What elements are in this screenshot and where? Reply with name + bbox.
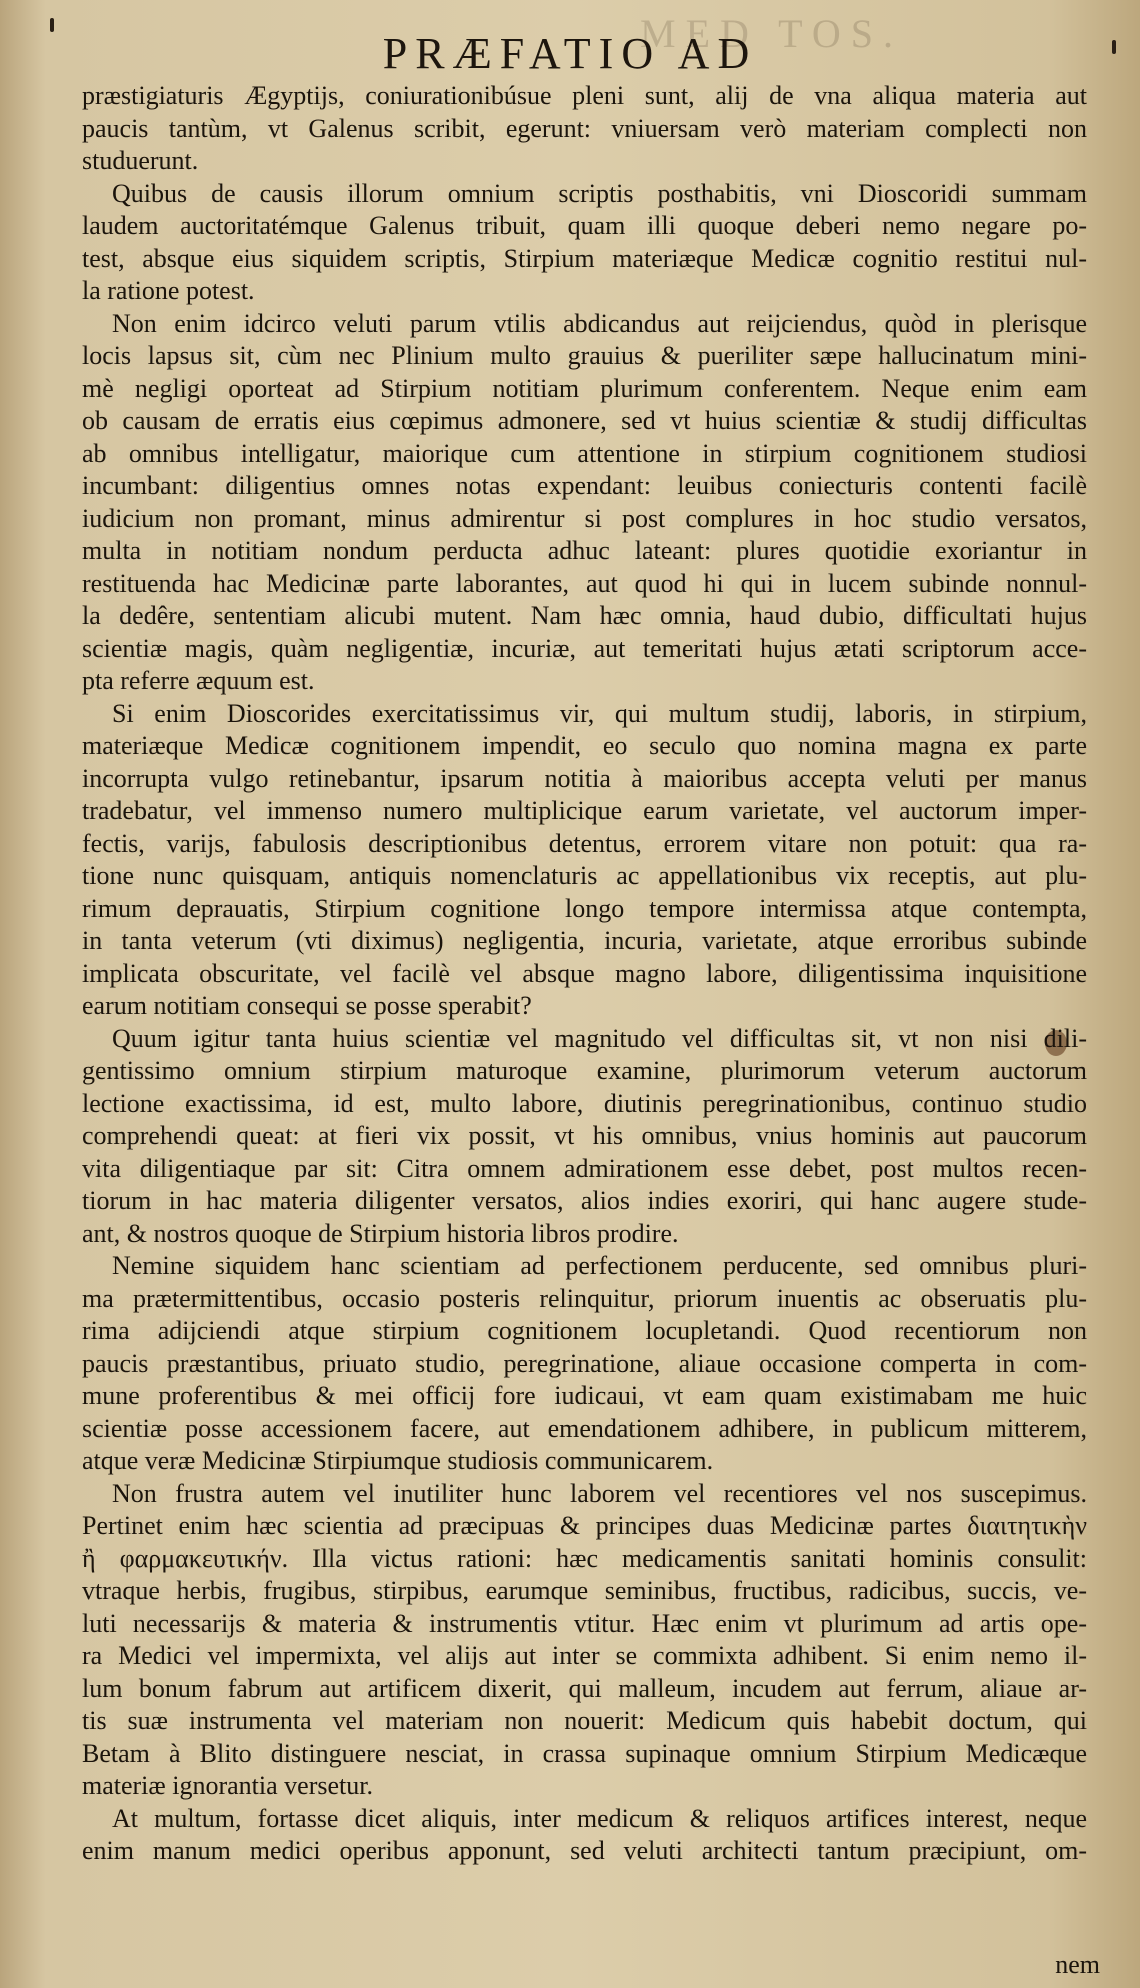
text-line: vita diligentiaque par sit: Citra omnem admirationem esse debet, post multos recen- bbox=[82, 1153, 1087, 1183]
text-line: multa in notitiam nondum perducta adhuc lateant: plures quotidie exoriantur in bbox=[82, 536, 1087, 565]
text-line: ob causam de erratis eius cœpimus admonere, sed vt huius scientiæ & studij difficultas bbox=[82, 406, 1087, 435]
body-text bbox=[82, 80, 1087, 1868]
text-line: Quum igitur tanta huius scientiæ vel magnitudo vel difficultas sit, vt non nisi dili- bbox=[112, 1023, 1087, 1053]
text-line: tis suæ instrumenta vel materiam non nouerit: Medicum quis habebit doctum, qui bbox=[82, 1706, 1087, 1735]
text-line: studuerunt. bbox=[82, 146, 199, 175]
text-line: præstigiaturis Ægyptijs, coniurationibúsue pleni sunt, alij de vna aliqua materia aut bbox=[82, 81, 1087, 110]
text-line: lectione exactissima, id est, multo labore, diutinis peregrinationibus, continuo studio bbox=[82, 1088, 1087, 1118]
text-line: incorrupta vulgo retinebantur, ipsarum notitia à maioribus accepta veluti per manus bbox=[82, 763, 1087, 793]
text-line: Betam à Blito distinguere nesciat, in crassa supinaque omnium Stirpium Medicæque bbox=[82, 1738, 1087, 1768]
text-line: paucis præstantibus, priuato studio, peregrinatione, aliaue occasione comperta in com- bbox=[82, 1348, 1087, 1378]
text-line: scientiæ magis, quàm negligentiæ, incuriæ, aut temeritati hujus ætati scriptorum acce- bbox=[82, 633, 1087, 663]
text-line: iudicium non promant, minus admirentur si post complures in hoc studio versatos, bbox=[82, 503, 1087, 533]
text-line: luti necessarijs & materia & instrumentis vtitur. Hæc enim vt plurimum ad artis ope- bbox=[82, 1608, 1087, 1638]
text-line: in tanta veterum (vti diximus) negligentia, incuria, varietate, atque erroribus subinde bbox=[82, 926, 1087, 955]
text-line: la ratione potest. bbox=[82, 276, 255, 305]
text-line: Pertinet enim hæc scientia ad præcipuas & principes duas Medicinæ partes διαιτητικὴν bbox=[82, 1511, 1087, 1540]
text-line: rima adijciendi atque stirpium cognitionem locupletandi. Quod recentiorum non bbox=[82, 1316, 1087, 1345]
text-line: la dedêre, sententiam alicubi mutent. Nam hæc omnia, haud dubio, difficultati hujus bbox=[82, 601, 1087, 630]
text-line: earum notitiam consequi se posse sperabit? bbox=[82, 991, 532, 1020]
text-line: Si enim Dioscorides exercitatissimus vir, qui multum studij, laboris, in stirpium, bbox=[112, 698, 1087, 728]
margin-mark bbox=[50, 18, 54, 32]
text-line: lum bonum fabrum aut artificem dixerit, qui malleum, incudem aut ferrum, aliaue ar- bbox=[82, 1673, 1087, 1703]
text-line: ma prætermittentibus, occasio posteris relinquitur, priorum inuentis ac obseruatis plu- bbox=[82, 1283, 1087, 1313]
text-line: enim manum medici operibus apponunt, sed veluti architecti tantum præcipiunt, om- bbox=[82, 1836, 1087, 1865]
bleed-through-text: MED TOS. bbox=[640, 11, 904, 56]
text-line: implicata obscuritate, vel facilè vel absque magno labore, diligentissima inquisitione bbox=[82, 958, 1087, 988]
text-line: atque veræ Medicinæ Stirpiumque studiosis communicarem. bbox=[82, 1446, 714, 1475]
text-line: incumbant: diligentius omnes notas expendant: leuibus coniecturis contenti facilè bbox=[82, 471, 1087, 500]
page-header: PRÆFATIO AD bbox=[382, 29, 758, 78]
catchword: nem bbox=[1055, 1950, 1100, 1979]
text-line: mè negligi oporteat ad Stirpium notitiam plurimum conferentem. Neque enim eam bbox=[82, 373, 1087, 403]
text-line: ab omnibus intelligatur, maiorique cum attentione in stirpium cognitionem studiosi bbox=[82, 438, 1087, 468]
text-line: comprehendi queat: at fieri vix possit, vt his omnibus, vnius hominis aut paucorum bbox=[82, 1121, 1087, 1150]
text-line: vtraque herbis, frugibus, stirpibus, earumque seminibus, fructibus, radicibus, succis, ve- bbox=[82, 1576, 1087, 1605]
margin-mark bbox=[1112, 40, 1116, 54]
text-line: mune proferentibus & mei officij fore iudicaui, vt eam quam existimabam me huic bbox=[82, 1381, 1087, 1410]
text-line: Non enim idcirco veluti parum vtilis abdicandus aut reijciendus, quòd in plerisque bbox=[112, 308, 1087, 338]
text-line: materiæ ignorantia versetur. bbox=[82, 1771, 373, 1800]
text-line: Quibus de causis illorum omnium scriptis posthabitis, vni Dioscoridi summam bbox=[112, 178, 1087, 208]
text-line: restituenda hac Medicinæ parte laborantes, aut quod hi qui in lucem subinde nonnul- bbox=[82, 568, 1087, 598]
text-line: locis lapsus sit, cùm nec Plinium multo grauius & pueriliter sæpe hallucinatum mini- bbox=[82, 341, 1087, 370]
text-line: At multum, fortasse dicet aliquis, inter medicum & reliquos artifices interest, neque bbox=[112, 1803, 1087, 1833]
text-line: tiorum in hac materia diligenter versatos, alios indies exoriri, qui hanc augere stude- bbox=[82, 1186, 1087, 1215]
text-line: gentissimo omnium stirpium maturoque examine, plurimorum veterum auctorum bbox=[82, 1056, 1087, 1085]
text-line: tradebatur, vel immenso numero multiplicique earum varietate, vel auctorum imper- bbox=[82, 796, 1087, 825]
text-line: ra Medici vel impermixta, vel alijs aut inter se commixta adhibent. Si enim nemo il- bbox=[82, 1641, 1087, 1670]
text-line: rimum deprauatis, Stirpium cognitione longo tempore intermissa atque contempta, bbox=[82, 893, 1087, 923]
text-line: pta referre æquum est. bbox=[82, 666, 315, 695]
text-line: fectis, varijs, fabulosis descriptionibus detentus, errorem vitare non potuit: qua ra- bbox=[82, 828, 1087, 858]
text-line: paucis tantùm, vt Galenus scribit, egerunt: vniuersam verò materiam complecti non bbox=[82, 113, 1087, 143]
text-line: ἢ φαρμακευτικήν. Illa victus rationi: hæc medicamentis sanitati hominis consulit: bbox=[82, 1543, 1087, 1573]
text-line: tione nunc quisquam, antiquis nomenclaturis ac appellationibus vix receptis, aut plu- bbox=[82, 861, 1087, 890]
text-line: laudem auctoritatémque Galenus tribuit, quam illi quoque deberi nemo negare po- bbox=[82, 211, 1087, 240]
text-line: materiæque Medicæ cognitionem impendit, eo seculo quo nomina magna ex parte bbox=[82, 731, 1087, 760]
text-line: scientiæ posse accessionem facere, aut emendationem adhibere, in publicum mitterem, bbox=[82, 1413, 1087, 1443]
text-line: Non frustra autem vel inutiliter hunc laborem vel recentiores vel nos suscepimus. bbox=[112, 1478, 1087, 1508]
text-line: ant, & nostros quoque de Stirpium historia libros prodire. bbox=[82, 1218, 679, 1248]
text-line: Nemine siquidem hanc scientiam ad perfectionem perducente, sed omnibus pluri- bbox=[112, 1251, 1087, 1280]
text-line: test, absque eius siquidem scriptis, Stirpium materiæque Medicæ cognitio restitui nul- bbox=[82, 243, 1087, 273]
